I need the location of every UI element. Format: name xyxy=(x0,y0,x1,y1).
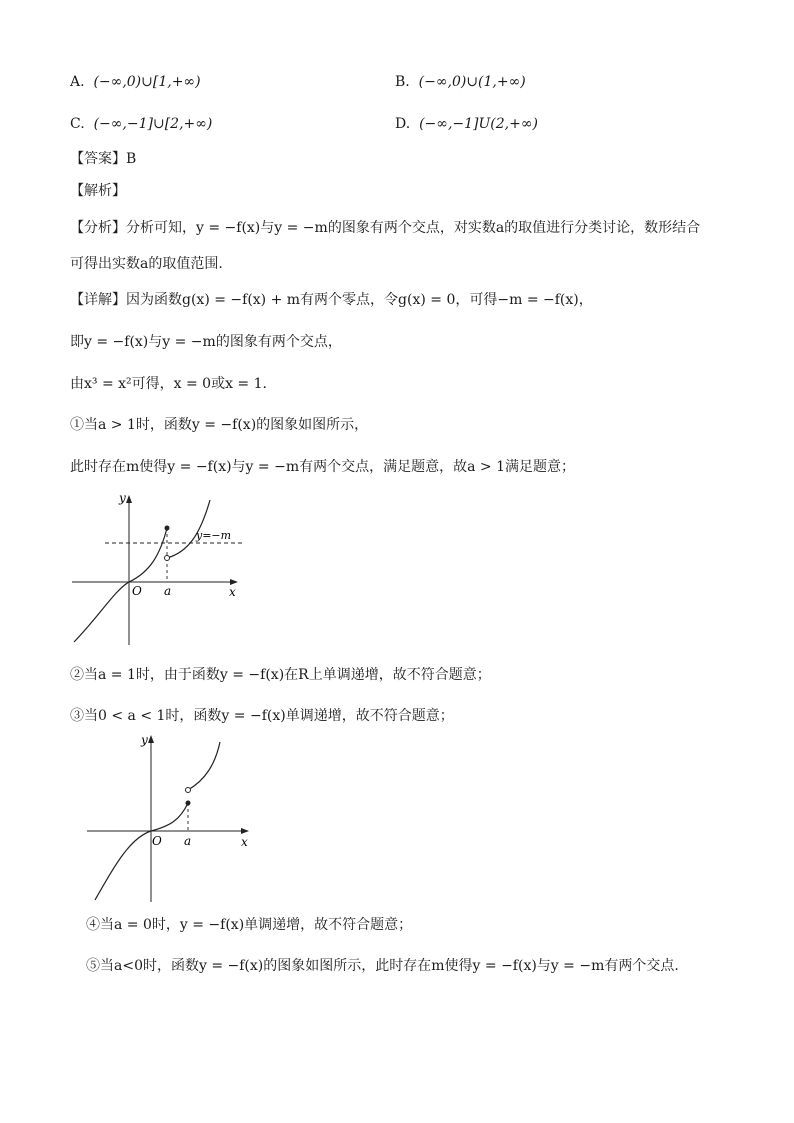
case-2-line: ②当a = 1时，由于函数y = −f(x)在R上单调递增，故不符合题意； xyxy=(70,667,491,683)
analysis-line-2: 可得出实数a的取值范围. xyxy=(70,256,223,272)
option-a-label: A. xyxy=(70,74,85,90)
graph-1 xyxy=(70,490,250,650)
option-a-text: (−∞,0)∪[1,+∞) xyxy=(93,74,201,90)
graph-2-curve-left xyxy=(95,803,188,900)
graph-1-x-label: x xyxy=(229,585,236,599)
graph-1-open-point xyxy=(165,556,170,561)
case-1-conclusion: 此时存在m使得y = −f(x)与y = −m有两个交点，满足题意，故a > 1满足题意； xyxy=(70,459,575,475)
graph-1-origin-label: O xyxy=(132,584,142,598)
graph-1-y-arrow xyxy=(126,495,132,503)
graph-2-curve-right xyxy=(188,742,220,790)
detail-line-2: 即y = −f(x)与y = −m的图象有两个交点， xyxy=(70,334,342,350)
option-b-text: (−∞,0)∪(1,+∞) xyxy=(418,74,526,90)
graph-1-solid-point xyxy=(165,526,170,531)
case-3-line: ③当0 < a < 1时，函数y = −f(x)单调递增，故不符合题意； xyxy=(70,708,454,724)
option-d xyxy=(395,115,538,133)
graph-2-a-label: a xyxy=(184,834,192,848)
option-a xyxy=(70,73,201,91)
detail-line-1: 【详解】因为函数g(x) = −f(x) + m有两个零点，令g(x) = 0，可得−m = −f(x)， xyxy=(70,292,593,308)
graph-1-curve-left xyxy=(74,528,167,642)
answer: 【答案】B xyxy=(70,151,137,167)
case-5-line: ⑤当a<0时，函数y = −f(x)的图象如图所示，此时存在m使得y = −f(x)与y = −m有两个交点. xyxy=(86,958,679,974)
graph-2-x-label: x xyxy=(241,835,248,849)
graph-2-y-arrow xyxy=(148,735,154,743)
graph-2-solid-point xyxy=(186,801,191,806)
analysis-title: 【解析】 xyxy=(70,183,126,199)
analysis-line-1: 【分析】分析可知，y = −f(x)与y = −m的图象有两个交点，对实数a的取值进行分类讨论，数形结合 xyxy=(70,220,701,236)
graph-2-open-point xyxy=(186,788,191,793)
graph-1-y-label: y xyxy=(119,491,126,505)
option-d-label: D. xyxy=(395,116,411,132)
case-1-line: ①当a > 1时，函数y = −f(x)的图象如图所示， xyxy=(70,417,369,433)
option-d-text: (−∞,−1]U(2,+∞) xyxy=(419,116,538,132)
option-c-text: (−∞,−1]∪[2,+∞) xyxy=(93,116,213,132)
option-c-label: C. xyxy=(70,116,85,132)
option-b xyxy=(395,73,526,91)
graph-2 xyxy=(85,730,265,905)
option-c xyxy=(70,115,212,133)
graph-2-x-arrow xyxy=(241,828,249,834)
graph-1-line-label: y=−m xyxy=(196,529,232,542)
graph-2-origin-label: O xyxy=(152,834,162,848)
option-b-label: B. xyxy=(395,74,410,90)
graph-2-y-label: y xyxy=(141,733,148,747)
graph-1-a-label: a xyxy=(164,584,172,598)
detail-line-3: 由x³ = x²可得，x = 0或x = 1. xyxy=(70,376,267,392)
case-4-line: ④当a = 0时，y = −f(x)单调递增，故不符合题意； xyxy=(86,917,413,933)
